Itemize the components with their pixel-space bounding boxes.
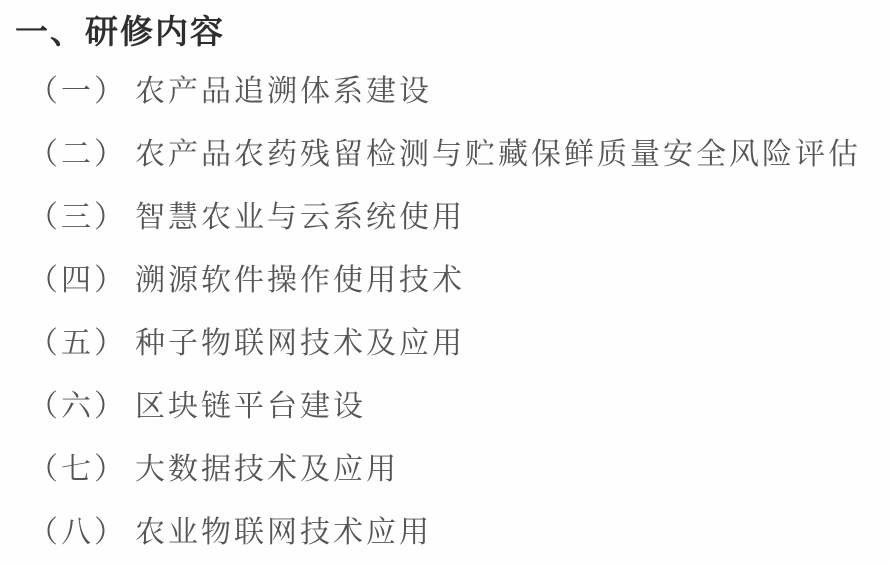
item-number: （七） — [28, 452, 127, 486]
list-item — [0, 119, 890, 182]
item-number: （六） — [28, 389, 127, 423]
item-text: 智慧农业与云系统使用 — [135, 200, 465, 234]
list-item — [0, 371, 890, 434]
list-item — [0, 56, 890, 119]
list-item — [0, 245, 890, 308]
item-number: （二） — [28, 137, 127, 171]
item-text: 农产品追溯体系建设 — [135, 74, 432, 108]
item-text: 大数据技术及应用 — [135, 452, 399, 486]
item-text: 农产品农药残留检测与贮藏保鲜质量安全风险评估 — [135, 137, 861, 171]
list-item — [0, 497, 890, 560]
item-number: （三） — [28, 200, 127, 234]
item-number: （八） — [28, 515, 127, 549]
content-list — [0, 56, 890, 560]
section-heading: 一、研修内容 — [15, 13, 225, 50]
item-number: （一） — [28, 74, 127, 108]
list-item — [0, 434, 890, 497]
item-text: 区块链平台建设 — [135, 389, 366, 423]
item-text: 种子物联网技术及应用 — [135, 326, 465, 360]
item-number: （五） — [28, 326, 127, 360]
list-item — [0, 182, 890, 245]
item-number: （四） — [28, 263, 127, 297]
list-item — [0, 308, 890, 371]
item-text: 农业物联网技术应用 — [135, 515, 432, 549]
item-text: 溯源软件操作使用技术 — [135, 263, 465, 297]
